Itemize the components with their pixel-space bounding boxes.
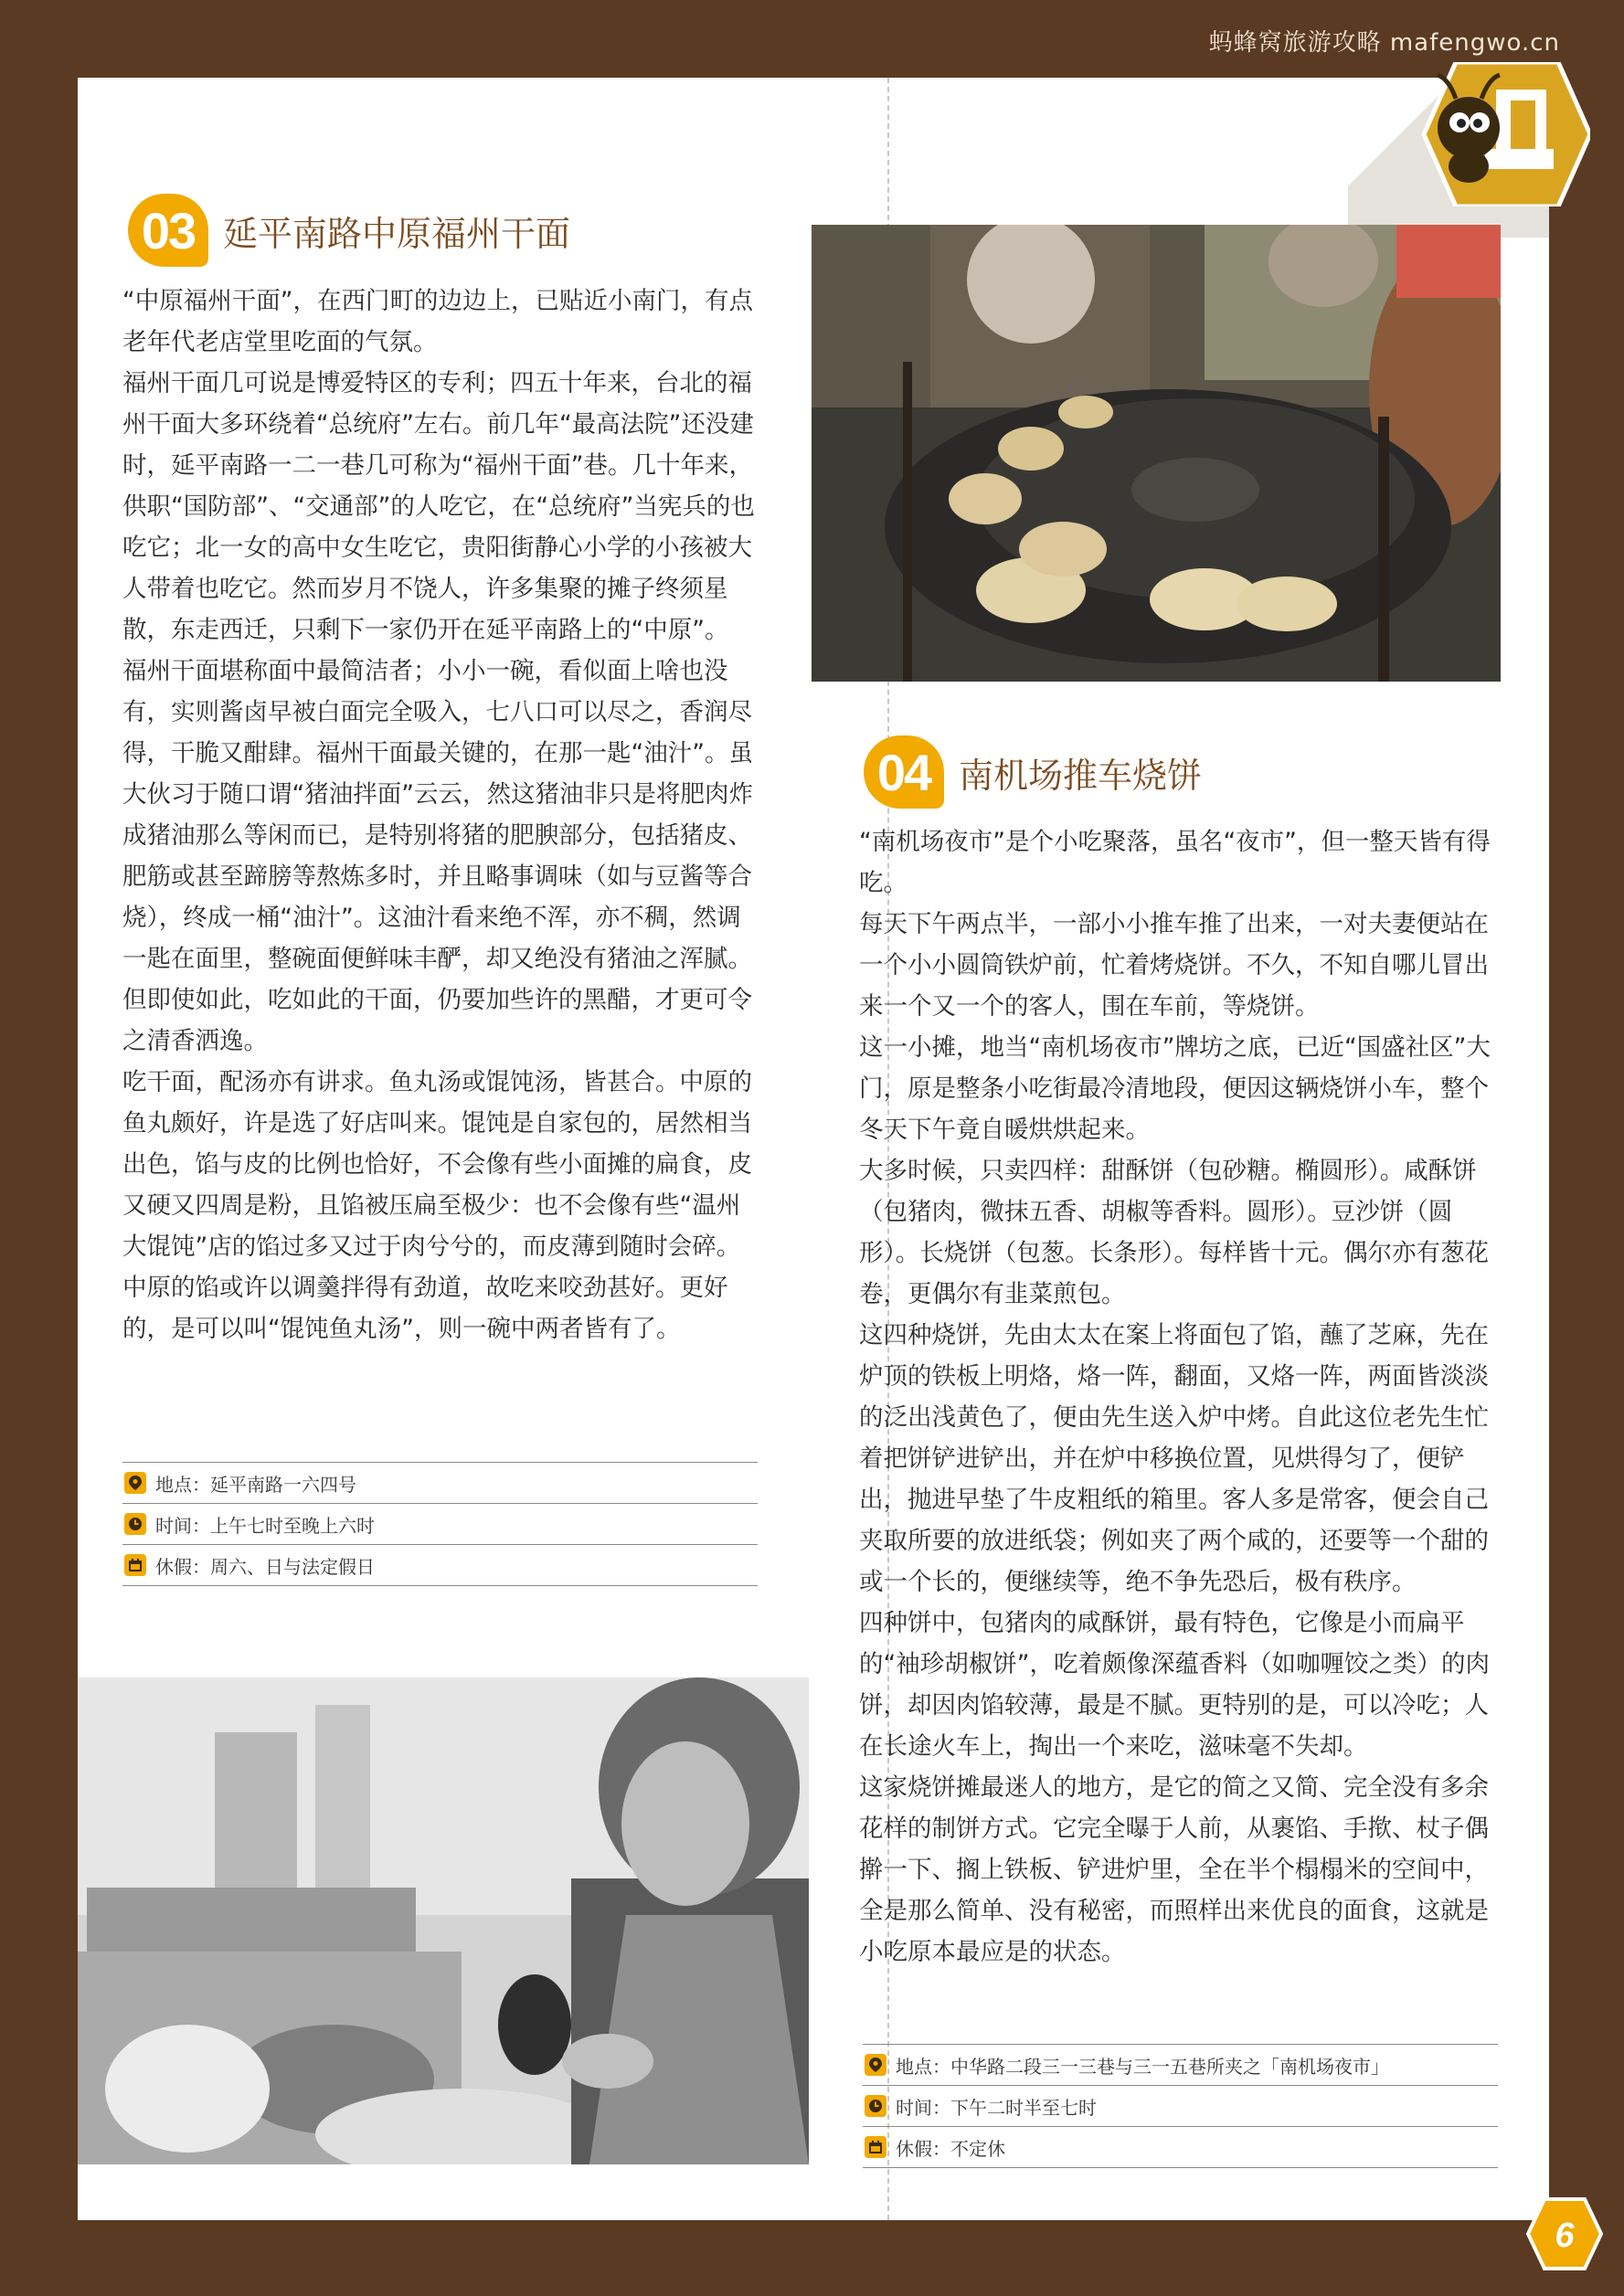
info-closed-text: 休假：周六、日与法定假日: [155, 1555, 375, 1578]
info-hours-text: 时间：下午二时半至七时: [896, 2096, 1097, 2119]
wonton-maker-photo: [78, 1677, 809, 2164]
info-row-closed: [863, 2126, 1498, 2168]
paragraph: “中原福州干面”，在西门町的边边上，已贴近小南门，有点老年代老店堂里吃面的气氛。: [122, 287, 753, 356]
clock-icon: [865, 2095, 886, 2117]
section-03-header: [128, 194, 570, 267]
paragraph: 大多时候，只卖四样：甜酥饼（包砂糖。椭圆形）。咸酥饼（包猪肉，微抹五香、胡椒等香料。圆形）。豆沙饼（圆形）。长烧饼（包葱。长条形）。每样皆十元。偶尔亦有葱花卷，更偶尔有韭菜煎包。: [859, 1157, 1489, 1308]
paragraph: 福州干面堪称面中最简洁者；小小一碗，看似面上啥也没有，实则酱卤早被白面完全吸入，七八口可以尽之，香润尽得，干脆又酣肆。福州干面最关键的，在那一匙“油汁”。虽大伙习于随口谓“猪油拌面”云云，然这猪油非只是将肥肉炸成猪油那么等闲而已，是特别将猪的肥腴部分，包括猪皮、肥筋或甚至蹄膀等熬炼多时，并且略事调味（如与豆酱等合烧），终成一桶“油汁”。这油汁看来绝不浑，亦不稠，然调一匙在面里，整碗面便鲜味丰酽，却又绝没有猪油之浑腻。但即使如此，吃如此的干面，仍要加些许的黑醋，才更可令之清香洒逸。: [122, 657, 753, 1055]
section-04-info: [863, 2044, 1498, 2168]
shaobing-griddle-photo: [812, 225, 1501, 682]
section-title: 延平南路中原福州干面: [223, 213, 571, 254]
calendar-icon: [865, 2136, 886, 2158]
page-number: 6: [1555, 2217, 1575, 2255]
info-row-location: [863, 2044, 1498, 2085]
info-hours-text: 时间：上午七时至晚上六时: [155, 1514, 375, 1537]
paragraph: 每天下午两点半，一部小小推车推了出来，一对夫妻便站在一个小小圆筒铁炉前，忙着烤烧饼。不久，不知自哪儿冒出来一个又一个的客人，围在车前，等烧饼。: [859, 910, 1489, 1021]
info-row-hours: [863, 2085, 1498, 2126]
info-row-location: [122, 1462, 758, 1503]
site-brand[interactable]: 蚂蜂窝旅游攻略 mafengwo.cn: [1208, 29, 1560, 57]
mafengwo-logo: [1412, 62, 1590, 206]
info-row-closed: [122, 1544, 758, 1586]
map-pin-icon: [124, 1472, 146, 1494]
section-number-badge: 04: [864, 735, 944, 809]
section-04-body: [859, 821, 1503, 1973]
calendar-icon: [124, 1554, 146, 1576]
paragraph: 这一小摊，地当“南机场夜市”牌坊之底，已近“国盛社区”大门，原是整条小吃街最冷清地段，便因这辆烧饼小车，整个冬天下午竟自暖烘烘起来。: [859, 1033, 1491, 1144]
clock-icon: [124, 1513, 146, 1535]
section-title: 南机场推车烧饼: [959, 755, 1203, 796]
section-04-header: [864, 735, 1202, 809]
info-location-text: 地点：中华路二段三一三巷与三一五巷所夹之「南机场夜市」: [896, 2055, 1389, 2078]
section-03-info: [122, 1462, 758, 1586]
info-closed-text: 休假：不定休: [896, 2137, 1005, 2160]
info-location-text: 地点：延平南路一六四号: [155, 1473, 356, 1496]
paragraph: 福州干面几可说是博爱特区的专利；四五十年来，台北的福州干面大多环绕着“总统府”左右。前几年“最高法院”还没建时，延平南路一二一巷几可称为“福州干面”巷。几十年来，供职“国防部”、“交通部”的人吃它，在“总统府”当宪兵的也吃它；北一女的高中女生吃它，贵阳街静心小学的小孩被大人带着也吃它。然而岁月不饶人，许多集聚的摊子终须星散，东走西迁，只剩下一家仍开在延平南路上的“中原”。: [122, 369, 755, 644]
paragraph: 这四种烧饼，先由太太在案上将面包了馅，蘸了芝麻，先在炉顶的铁板上明烙，烙一阵，翻面，又烙一阵，两面皆淡淡的泛出浅黄色了，便由先生送入炉中烤。自此这位老先生忙着把饼铲进铲出，并在炉中移换位置，见烘得匀了，便铲出，抛进早垫了牛皮粗纸的箱里。客人多是常客，便会自己夹取所要的放进纸袋；例如夹了两个咸的，还要等一个甜的或一个长的，便继续等，绝不争先恐后，极有秩序。: [859, 1321, 1489, 1596]
map-pin-icon: [865, 2054, 886, 2076]
paragraph: 吃干面，配汤亦有讲求。鱼丸汤或馄饨汤，皆甚合。中原的鱼丸颇好，许是选了好店叫来。馄饨是自家包的，居然相当出色，馅与皮的比例也恰好，不会像有些小面摊的扁食，皮又硬又四周是粉，且馅被压扁至极少：也不会像有些“温州大馄饨”店的馅过多又过于肉兮兮的，而皮薄到随时会碎。中原的馅或许以调羹拌得有劲道，故吃来咬劲甚好。更好的，是可以叫“馄饨鱼丸汤”，则一碗中两者皆有了。: [122, 1068, 752, 1343]
paragraph: “南机场夜市”是个小吃聚落，虽名“夜市”，但一整天皆有得吃。: [859, 828, 1491, 897]
paragraph: 四种饼中，包猪肉的咸酥饼，最有特色，它像是小而扁平的“袖珍胡椒饼”，吃着颇像深蕴香料（如咖喱饺之类）的肉饼，却因肉馅较薄，最是不腻。更特别的是，可以冷吃；人在长途火车上，掏出一个来吃，滋味毫不失却。: [859, 1609, 1490, 1761]
info-row-hours: [122, 1503, 758, 1544]
paragraph: 这家烧饼摊最迷人的地方，是它的简之又简、完全没有多余花样的制饼方式。它完全曝于人前，从裹馅、手揿、杖子偶擀一下、搁上铁板、铲进炉里，全在半个榻榻米的空间中，全是那么简单、没有秘密，而照样出来优良的面食，这就是小吃原本最应是的状态。: [859, 1773, 1489, 1966]
page-number-badge: [1526, 2197, 1603, 2270]
section-number-badge: 03: [128, 194, 208, 267]
section-03-body: [122, 280, 760, 1349]
